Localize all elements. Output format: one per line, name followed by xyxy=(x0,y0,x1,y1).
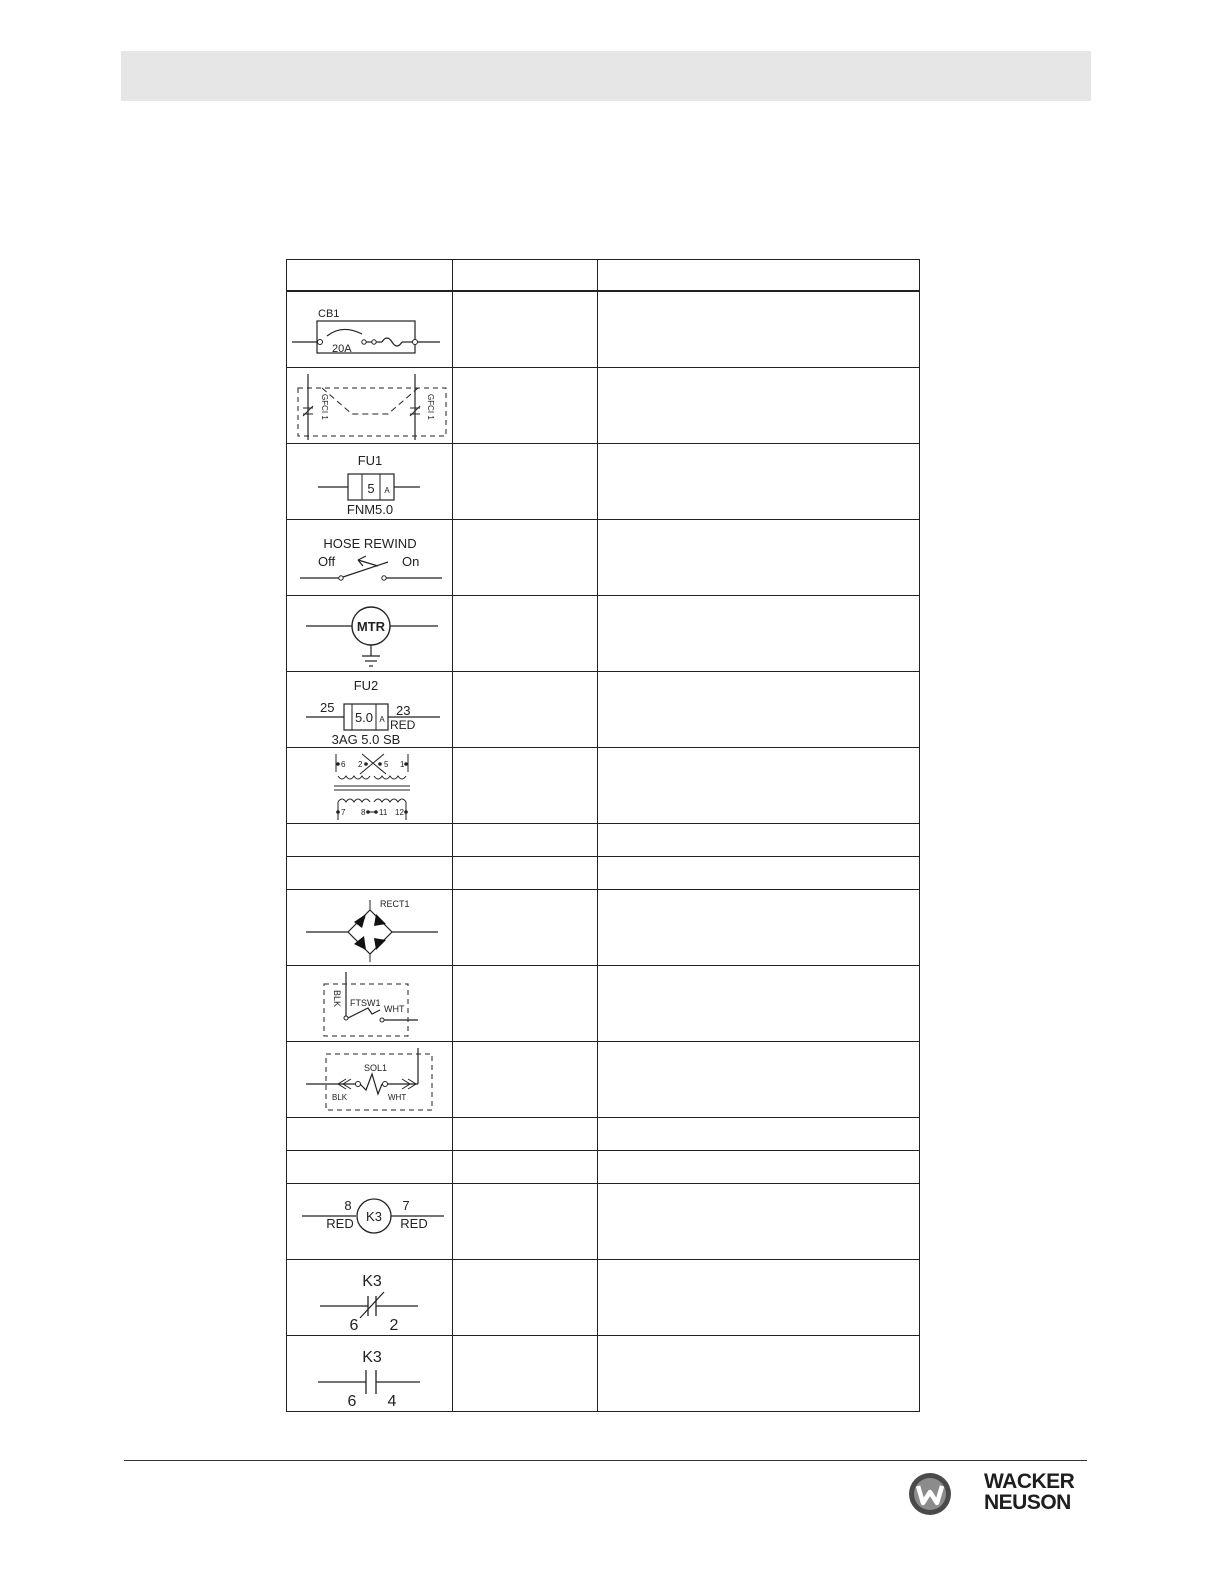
foot-switch-symbol xyxy=(290,968,450,1040)
svg-text:FU2: FU2 xyxy=(353,677,378,693)
relay-nc-contact-symbol xyxy=(290,1262,450,1334)
svg-text:20A: 20A xyxy=(331,342,352,355)
symbol-cell xyxy=(287,672,453,748)
description-cell xyxy=(598,291,920,368)
svg-text:2: 2 xyxy=(389,1316,398,1334)
svg-text:8: 8 xyxy=(360,807,365,817)
table-row xyxy=(287,1260,920,1336)
description-cell xyxy=(598,1260,920,1336)
header-band xyxy=(121,51,1091,101)
table-row xyxy=(287,1042,920,1118)
svg-text:6: 6 xyxy=(347,1392,356,1410)
symbol-cell xyxy=(287,1042,453,1118)
table-row xyxy=(287,890,920,966)
svg-text:RED: RED xyxy=(389,717,415,732)
motor-symbol xyxy=(290,598,450,670)
svg-text:4: 4 xyxy=(387,1392,396,1410)
description-cell xyxy=(598,444,920,520)
svg-text:5: 5 xyxy=(366,480,375,496)
svg-text:CB1: CB1 xyxy=(317,307,339,320)
svg-text:BLK: BLK xyxy=(331,1092,347,1102)
gfci-symbol xyxy=(290,370,450,442)
table-row xyxy=(287,857,920,890)
relay-no-contact-symbol xyxy=(290,1338,450,1410)
table-row xyxy=(287,1118,920,1151)
reference-cell xyxy=(453,890,598,966)
reference-cell xyxy=(453,444,598,520)
reference-cell xyxy=(453,857,598,890)
description-cell xyxy=(598,520,920,596)
fuse-fu2-symbol xyxy=(290,674,450,746)
table-row xyxy=(287,368,920,444)
description-cell xyxy=(598,672,920,748)
reference-cell xyxy=(453,1184,598,1260)
svg-text:MTR: MTR xyxy=(356,618,385,634)
table-row xyxy=(287,596,920,672)
svg-text:BLK: BLK xyxy=(331,989,342,1007)
svg-text:6: 6 xyxy=(340,759,345,769)
symbol-cell xyxy=(287,1118,453,1151)
description-cell xyxy=(598,748,920,824)
svg-text:WHT: WHT xyxy=(387,1092,406,1102)
reference-cell xyxy=(453,520,598,596)
table-header-row xyxy=(287,260,920,292)
svg-text:RECT1: RECT1 xyxy=(379,898,410,909)
header-description xyxy=(598,260,920,292)
description-cell xyxy=(598,1184,920,1260)
description-cell xyxy=(598,857,920,890)
symbol-cell xyxy=(287,444,453,520)
svg-text:5: 5 xyxy=(383,759,388,769)
svg-text:FTSW1: FTSW1 xyxy=(349,997,380,1008)
svg-text:2: 2 xyxy=(357,759,362,769)
symbol-cell xyxy=(287,520,453,596)
fuse-fu1-symbol xyxy=(290,446,450,518)
brand-wordmark xyxy=(984,1471,1074,1513)
description-cell xyxy=(598,966,920,1042)
reference-cell xyxy=(453,966,598,1042)
symbol-cell xyxy=(287,857,453,890)
description-cell xyxy=(598,1042,920,1118)
reference-cell xyxy=(453,596,598,672)
svg-text:GFCI 1: GFCI 1 xyxy=(319,393,329,420)
svg-text:K3: K3 xyxy=(365,1208,382,1224)
header-symbol xyxy=(287,260,453,292)
relay-coil-symbol xyxy=(290,1186,450,1258)
description-cell xyxy=(598,1336,920,1412)
solenoid-symbol xyxy=(290,1044,450,1116)
svg-text:7: 7 xyxy=(401,1197,410,1213)
svg-text:25: 25 xyxy=(319,699,334,715)
description-cell xyxy=(598,890,920,966)
symbol-cell xyxy=(287,291,453,368)
header-reference xyxy=(453,260,598,292)
reference-cell xyxy=(453,672,598,748)
symbol-cell xyxy=(287,1184,453,1260)
svg-text:1: 1 xyxy=(399,759,404,769)
reference-cell xyxy=(453,748,598,824)
brand-line1: WACKER xyxy=(984,1470,1075,1493)
symbol-cell xyxy=(287,1151,453,1184)
brand-line2: NEUSON xyxy=(984,1491,1071,1514)
hose-rewind-switch-symbol xyxy=(290,522,450,594)
svg-text:WHT: WHT xyxy=(383,1003,404,1014)
reference-cell xyxy=(453,1042,598,1118)
description-cell xyxy=(598,1118,920,1151)
table-row xyxy=(287,748,920,824)
svg-text:RED: RED xyxy=(399,1215,428,1231)
reference-cell xyxy=(453,824,598,857)
reference-cell xyxy=(453,1118,598,1151)
svg-text:7: 7 xyxy=(340,807,345,817)
symbol-cell xyxy=(287,824,453,857)
table-row xyxy=(287,444,920,520)
circuit-breaker-symbol xyxy=(290,294,450,366)
symbol-cell xyxy=(287,890,453,966)
svg-text:FU1: FU1 xyxy=(357,452,382,468)
symbol-cell xyxy=(287,596,453,672)
transformer-symbol xyxy=(290,750,450,822)
svg-text:K3: K3 xyxy=(361,1348,382,1366)
svg-text:A: A xyxy=(378,714,385,724)
symbol-cell xyxy=(287,966,453,1042)
reference-cell xyxy=(453,1151,598,1184)
svg-text:Off: Off xyxy=(317,553,335,569)
symbol-cell xyxy=(287,1260,453,1336)
description-cell xyxy=(598,824,920,857)
svg-text:SOL1: SOL1 xyxy=(363,1062,387,1073)
svg-text:23: 23 xyxy=(395,702,410,718)
rectifier-symbol xyxy=(290,892,450,964)
table-row xyxy=(287,672,920,748)
table-row xyxy=(287,291,920,368)
description-cell xyxy=(598,1151,920,1184)
svg-text:8: 8 xyxy=(343,1197,352,1213)
table-row xyxy=(287,966,920,1042)
table-row xyxy=(287,520,920,596)
reference-cell xyxy=(453,1336,598,1412)
svg-text:On: On xyxy=(401,553,419,569)
reference-cell xyxy=(453,291,598,368)
svg-text:GFCI 1: GFCI 1 xyxy=(425,393,435,420)
symbol-table xyxy=(286,259,920,1412)
table-row xyxy=(287,1184,920,1260)
reference-cell xyxy=(453,1260,598,1336)
symbol-cell xyxy=(287,1336,453,1412)
table-row xyxy=(287,1336,920,1412)
footer-rule xyxy=(124,1460,1087,1461)
svg-text:A: A xyxy=(383,485,390,495)
svg-text:6: 6 xyxy=(349,1316,358,1334)
svg-text:K3: K3 xyxy=(361,1272,382,1290)
reference-cell xyxy=(453,368,598,444)
svg-text:11: 11 xyxy=(378,807,387,817)
svg-text:HOSE REWIND: HOSE REWIND xyxy=(322,535,417,551)
description-cell xyxy=(598,368,920,444)
description-cell xyxy=(598,596,920,672)
table-row xyxy=(287,1151,920,1184)
svg-text:RED: RED xyxy=(325,1215,354,1231)
svg-text:3AG 5.0 SB: 3AG 5.0 SB xyxy=(331,731,400,746)
symbol-cell xyxy=(287,748,453,824)
symbol-cell xyxy=(287,368,453,444)
svg-text:FNM5.0: FNM5.0 xyxy=(346,501,393,517)
svg-text:5.0: 5.0 xyxy=(354,709,373,725)
table-row xyxy=(287,824,920,857)
svg-text:12: 12 xyxy=(394,807,404,817)
